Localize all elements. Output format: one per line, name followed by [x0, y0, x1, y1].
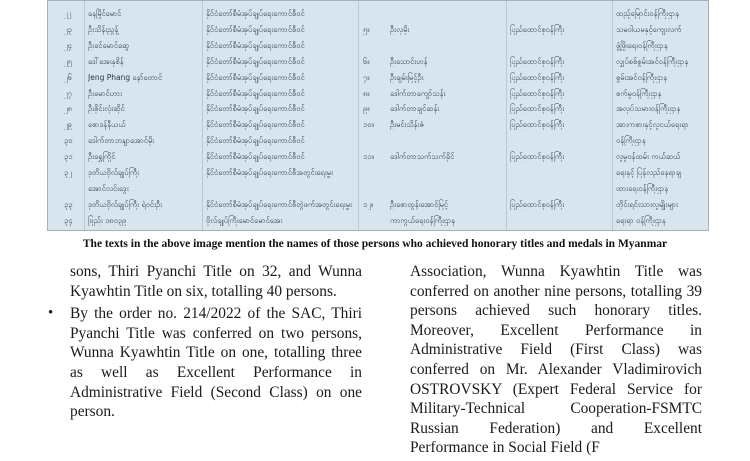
table-cell: ထည့်မြောင်းဝန်ကြီးဌာန: [616, 9, 680, 18]
table-cell: ၃၃: [64, 199, 73, 209]
table-divider: [612, 1, 613, 230]
table-cell: ၅။: [363, 24, 370, 34]
table-cell: သမဝါယမနှင့်ကျေးလက်: [616, 24, 682, 34]
table-cell: ဦးမောင်ဟား: [88, 88, 122, 98]
table-cell: ဗိုလ်ချုပ်ကြီးမောင်မောင်အေး: [206, 215, 283, 225]
table-row: [48, 135, 708, 146]
table-cell: ၃၂: [64, 168, 72, 177]
table-cell: ပြည်ထောင်စုဝန်ကြီး: [510, 120, 565, 130]
table-row: [48, 119, 708, 130]
table-cell: တိုင်းရင်းသားလူမျိုးများ: [616, 199, 678, 209]
table-cell: လျှပ်စစ်စွမ်းအင်ဝန်ကြီးဌာန: [616, 56, 689, 66]
table-row: [48, 40, 708, 51]
table-cell: အောင်လင်းဒွေး: [88, 183, 129, 193]
table-cell: ပြည်ထောင်စုဝန်ကြီး: [510, 199, 565, 209]
table-row: [48, 151, 708, 162]
table-cell: ရေးနှင့် ပြန်လည်နေရာချ: [616, 168, 682, 177]
table-cell: ပြည်ထောင်စုဝန်ကြီး: [510, 24, 565, 34]
table-cell: ဦးစောထွန်းအောင်မြင့်: [390, 199, 449, 209]
table-cell: နိုင်ငံတော်စီမံအုပ်ချုပ်ရေးကောင်စီအတွင်းရေးမှူး: [206, 168, 333, 177]
table-cell: ဝန်ကြီးဌာန: [616, 136, 646, 146]
table-cell: နေမြိုင်မောင်: [88, 9, 122, 18]
table-cell: ထားရေးဝန်ကြီးဌာန: [616, 183, 669, 193]
bullet-text: By the order no. 214/2022 of the SAC, Thiri Pyanchi Title was conferred on two persons, Wunna Kyawhtin Title on one, totalling three as well as Excellent Performance in Administrative Field (Second Class) on one person.: [70, 305, 362, 421]
table-cell: ရေးရာ ဝန်ကြီးဌာန: [616, 215, 666, 225]
bullet-icon: •: [48, 305, 54, 322]
table-cell: ဦးသောင်းဟန်: [390, 56, 428, 66]
table-cell: ဒုတိယဗိုလ်ချုပ်ကြီး: [88, 168, 140, 177]
table-cell: ၁၁။: [363, 152, 374, 162]
table-cell: ၂၅: [64, 56, 72, 66]
table-divider: [358, 1, 359, 230]
table-cell: စွမ်းအင်ဝန်ကြီးဌာန: [616, 72, 668, 82]
table-row: [48, 103, 708, 114]
table-cell: အားကစားနှင့်လူငယ်ရေးရာ: [616, 120, 689, 130]
table-cell: ၂၇: [64, 88, 72, 98]
table-cell: နိုင်ငံတော်စီမံအုပ်ချုပ်ရေးကောင်စီဝင်: [206, 136, 305, 146]
table-divider: [84, 1, 85, 230]
table-cell: ၂၈: [64, 104, 72, 114]
table-row: [48, 72, 708, 83]
table-divider: [506, 1, 507, 230]
table-row: [48, 183, 708, 194]
table-cell: ၁၂။: [363, 199, 374, 209]
table-cell: ဒေါ်အေးနုစိန်: [88, 56, 124, 66]
table-cell: နိုင်ငံတော်စီမံအုပ်ချုပ်ရေးကောင်စီဝင်: [206, 56, 305, 66]
table-cell: နိုင်ငံတော်စီမံအုပ်ချုပ်ရေးကောင်စီတွဲဖက်အတွင်းရေးမှူး: [206, 199, 352, 209]
table-cell: နိုင်ငံတော်စီမံအုပ်ချုပ်ရေးကောင်စီဝင်: [206, 88, 305, 98]
table-cell: ပြည်ထောင်စုဝန်ကြီး: [510, 152, 565, 162]
table-divider: [202, 1, 203, 230]
table-cell: ၂၂: [64, 9, 72, 18]
table-cell: ပြည်ထောင်စုဝန်ကြီး: [510, 104, 565, 114]
table-cell: ဒေါက်တာကျော်သန်း: [390, 88, 446, 98]
table-cell: ၃၁: [64, 152, 73, 162]
table-cell: ဒေါက်တာချင်ဆန်း: [390, 104, 440, 114]
table-row: [48, 8, 708, 19]
table-cell: ဦးခင်မောင်ဆွေ: [88, 40, 130, 50]
table-cell: ဦးသိန်းညွန့်: [88, 24, 119, 34]
table-row: [48, 167, 708, 178]
table-cell: နိုင်ငံတော်စီမံအုပ်ချုပ်ရေးကောင်စီဝင်: [206, 40, 305, 50]
table-cell: ၉။: [363, 104, 370, 114]
table-cell: လူမှုဝန်ထမ်း ကယ်ဆယ်: [616, 152, 681, 162]
table-cell: ၃၀: [64, 136, 73, 146]
table-cell: ၃၄: [64, 215, 73, 225]
table-cell: ဦးစိုင်းလုံးဆိုင်: [88, 104, 125, 114]
table-cell: ဦးမင်းသိန်းဇံ: [390, 120, 424, 130]
table-cell: နိုင်ငံတော်စီမံအုပ်ချုပ်ရေးကောင်စီဝင်: [206, 72, 305, 82]
table-cell: ပြည်ထောင်စုဝန်ကြီး: [510, 88, 565, 98]
table-row: [48, 215, 708, 226]
table-cell: ၁၀။: [363, 120, 374, 130]
table-cell: ၂၆: [64, 72, 72, 82]
table-cell: ဒုတိယဗိုလ်ချုပ်ကြီး ရဲဝင်းဦး: [88, 199, 163, 209]
table-cell: ၂၃: [64, 24, 72, 34]
table-cell: အလုပ်သမားဝန်ကြီးဌာန: [616, 104, 681, 114]
figure-caption: The texts in the above image mention the names of those persons who achieved honorary titles and medals in Myanmar: [82, 238, 668, 250]
table-row: [48, 56, 708, 67]
table-cell: စက်မှုဝန်ကြီးဌာန: [616, 88, 662, 98]
table-cell: ပြည်ထောင်စုဝန်ကြီး: [510, 56, 565, 66]
table-cell: ဖွံ့ဖြိုးရေးဝန်ကြီးဌာန: [616, 40, 668, 50]
table-cell: နိုင်ငံတော်စီမံအုပ်ချုပ်ရေးကောင်စီဝင်: [206, 9, 305, 18]
table-cell: ကာကွယ်ရေးဝန်ကြီးဌာန: [390, 215, 456, 225]
table-cell: ၈။: [363, 88, 370, 98]
honorary-titles-table-image: [47, 0, 709, 231]
table-cell: နိုင်ငံတော်စီမံအုပ်ချုပ်ရေးကောင်စီဝင်: [206, 104, 305, 114]
table-cell: ပြည်ထောင်စုဝန်ကြီး: [510, 72, 565, 82]
right-paragraph: Association, Wunna Kyawhtin Title was conferred on another nine persons, totalling 39 persons achieved such honorary titles. Moreover, Excellent Performance in Administrative Field (First Class) was conferred on Mr. Alexander Vladimirovich OSTROVSKY (Expert Federal Service for Military-Technical Cooperation-FSMTC Russian Federation) and Excellent Performance in Social Field (F: [410, 263, 702, 457]
right-column: [410, 262, 702, 461]
table-row: [48, 24, 708, 35]
table-cell: ဦးချမ်းမြင့်ဦး: [390, 72, 424, 82]
table-cell: Jeng Phang နော်တောင်: [88, 72, 163, 82]
table-cell: စောဒန်နီယယ်: [88, 120, 126, 130]
table-cell: နိုင်ငံတော်စီမံအုပ်ချုပ်ရေးကောင်စီဝင်: [206, 24, 305, 34]
table-cell: ၇။: [363, 72, 370, 82]
table-cell: ၆။: [363, 56, 370, 66]
left-column: [48, 262, 362, 422]
table-cell: ဦးရွှေကြိုင်: [88, 152, 116, 162]
left-paragraph: sons, Thiri Pyanchi Title on 32, and Wunna Kyawhtin Title on six, totalling 40 persons.: [70, 263, 362, 300]
table-cell: ဗြည်း ၁၈၀၃၉: [88, 215, 127, 225]
table-cell: ၂၄: [64, 40, 72, 50]
table-cell: ဒေါက်တာသက်သက်ခိုင်: [390, 152, 455, 162]
table-row: [48, 199, 708, 210]
table-cell: နိုင်ငံတော်စီမံအုပ်ချုပ်ရေးကောင်စီဝင်: [206, 152, 305, 162]
bullet-item: [48, 304, 362, 422]
table-cell: နိုင်ငံတော်စီမံအုပ်ချုပ်ရေးကောင်စီဝင်: [206, 120, 305, 130]
table-cell: ၂၉: [64, 120, 72, 130]
table-row: [48, 88, 708, 99]
table-cell: ဦးလှမိုး: [390, 24, 410, 34]
table-cell: ဒေါက်တာဘနျာအောင်မိုး: [88, 136, 155, 146]
